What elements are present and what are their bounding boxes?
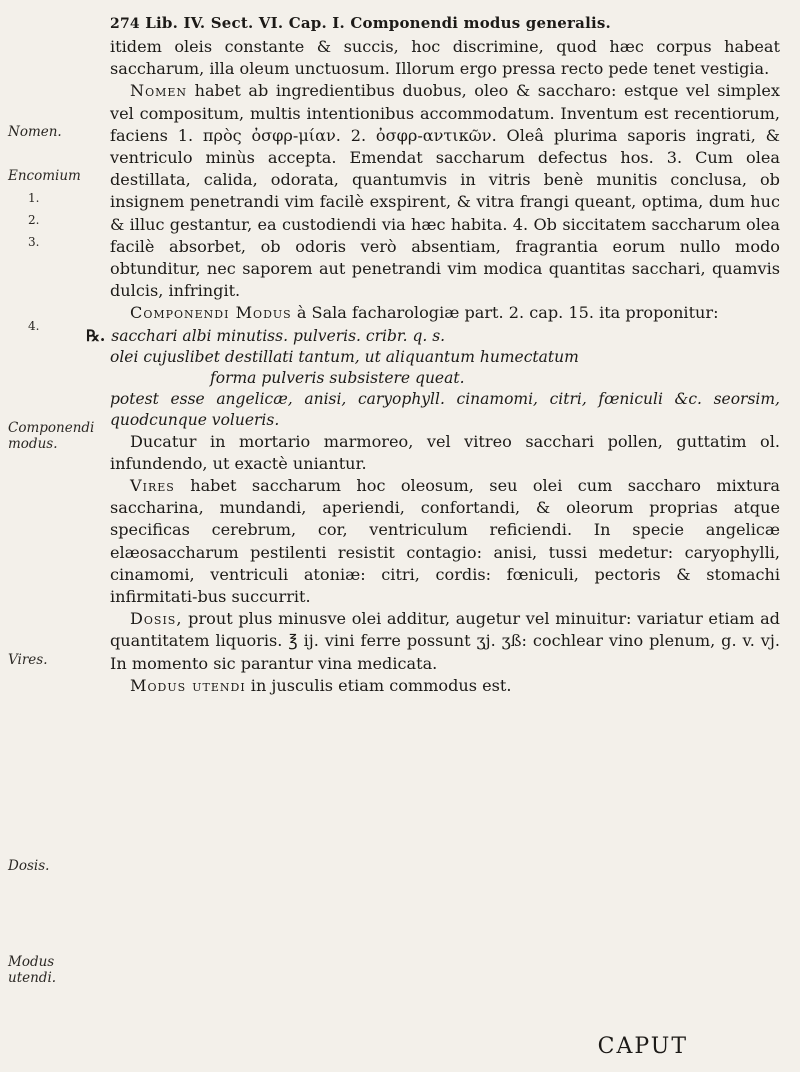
margin-note-nomen: Nomen.	[8, 124, 62, 140]
running-title: Lib. IV. Sect. VI. Cap. I. Componendi modus generalis.	[145, 14, 611, 32]
formula-line-2: olei cujuslibet destillati tantum, ut aliquantum humectatum	[110, 347, 579, 366]
paragraph-nomen	[110, 80, 780, 302]
nomen-text: habet ab ingredientibus duobus, oleo & saccharo: estque vel simplex vel compositum, multis intentionibus accommodatum. Inventum est recentiorum, faciens 1. πρὸς ὀσφρ-μίαν. 2. ὀσφρ-αντικῶν. Oleâ plurima saporis ingrati, & ventriculo minùs accepta. Emendat saccharum defectus hos. 3. Cum olea destillata, calida, odorata, quantumvis in vitris benè munitis conclusa, ob insignem penetrandi vim facilè exspirent, & vitra frangi queant, optima, dum huc & illuc gestantur, ea custodiendi via hæc habita. 4. Ob siccitatem saccharum olea facilè absorbet, ob odoris verò absentiam, fragrantia eorum nullo modo obtunditur, nec saporem aut penetrandi vim modica quantitas sacchari, quamvis dulcis, infringit.	[110, 81, 780, 301]
nomen-heading: Nomen	[130, 81, 188, 101]
margin-number-1: 1.	[28, 191, 40, 205]
dosis-heading: Dosis,	[130, 609, 183, 629]
main-text	[86, 36, 780, 697]
paragraph-intro: itidem oleis constante & succis, hoc discrimine, quod hæc corpus habeat saccharum, illa oleum unctuosum. Illorum ergo pressa recto pede tenet vestigia.	[110, 37, 780, 79]
formula-line-4: potest esse angelicæ, anisi, caryophyll. cinamomi, citri, fœniculi &c. seorsim, quodcunque volueris.	[110, 389, 780, 429]
margin-note-vires: Vires.	[8, 652, 48, 668]
modus-utendi-text: in jusculis etiam commodus est.	[250, 675, 512, 695]
formula-line-1	[86, 325, 780, 347]
page-number: 274	[110, 16, 140, 32]
paragraph-componendi	[110, 302, 780, 324]
running-header	[110, 14, 770, 32]
dosis-text: prout plus minusve olei additur, augetur vel minuitur: variatur etiam ad quantitatem liquoris. ℥ ij. vini ferre possunt ʒj. ʒß: cochlear vino plenum, g. v. vj. In momento sic parantur vina medicata.	[110, 609, 780, 673]
paragraph-preparation: Ducatur in mortario marmoreo, vel vitreo sacchari pollen, guttatim ol. infundendo, ut exactè uniantur.	[110, 431, 780, 473]
margin-note-componendi: Componendi modus.	[8, 420, 95, 452]
componendi-heading: Componendi Modus	[130, 303, 292, 323]
margin-number-2: 2.	[28, 213, 40, 227]
formula-sacchari: sacchari albi minutiss. pulveris. cribr. q. s.	[111, 326, 446, 345]
margin-note-dosis: Dosis.	[8, 858, 50, 874]
margin-number-3: 3.	[28, 235, 40, 249]
formula-line-3: forma pulveris subsistere queat.	[210, 368, 465, 387]
vires-heading: Vires	[130, 476, 175, 496]
margin-note-modus-utendi: Modus utendi.	[8, 954, 57, 986]
recipe-sign: ℞.	[86, 325, 106, 345]
margin-note-encomium: Encomium	[8, 168, 81, 184]
paragraph-vires	[110, 475, 780, 608]
modus-utendi-heading: Modus utendi	[130, 675, 246, 695]
componendi-text: à Sala facharologiæ part. 2. cap. 15. ita proponitur:	[296, 303, 719, 323]
paragraph-modus-utendi	[110, 675, 780, 697]
catchword: CAPUT	[597, 1034, 688, 1059]
vires-text: habet saccharum hoc oleosum, seu olei cum saccharo mixtura saccharina, mundandi, aperiendi, confortandi, & oleorum proprias atque specificas cerebrum, cor, ventriculum reficiendi. In specie angelicæ elæosaccharum pestilenti resistit contagio: anisi, tussi medetur: caryophylli, cinamomi, ventriculi atoniæ: citri, cordis: fœniculi, pectoris & stomachi infirmitati-bus succurrit.	[110, 476, 780, 607]
paragraph-dosis	[110, 608, 780, 675]
margin-number-4: 4.	[28, 319, 40, 333]
